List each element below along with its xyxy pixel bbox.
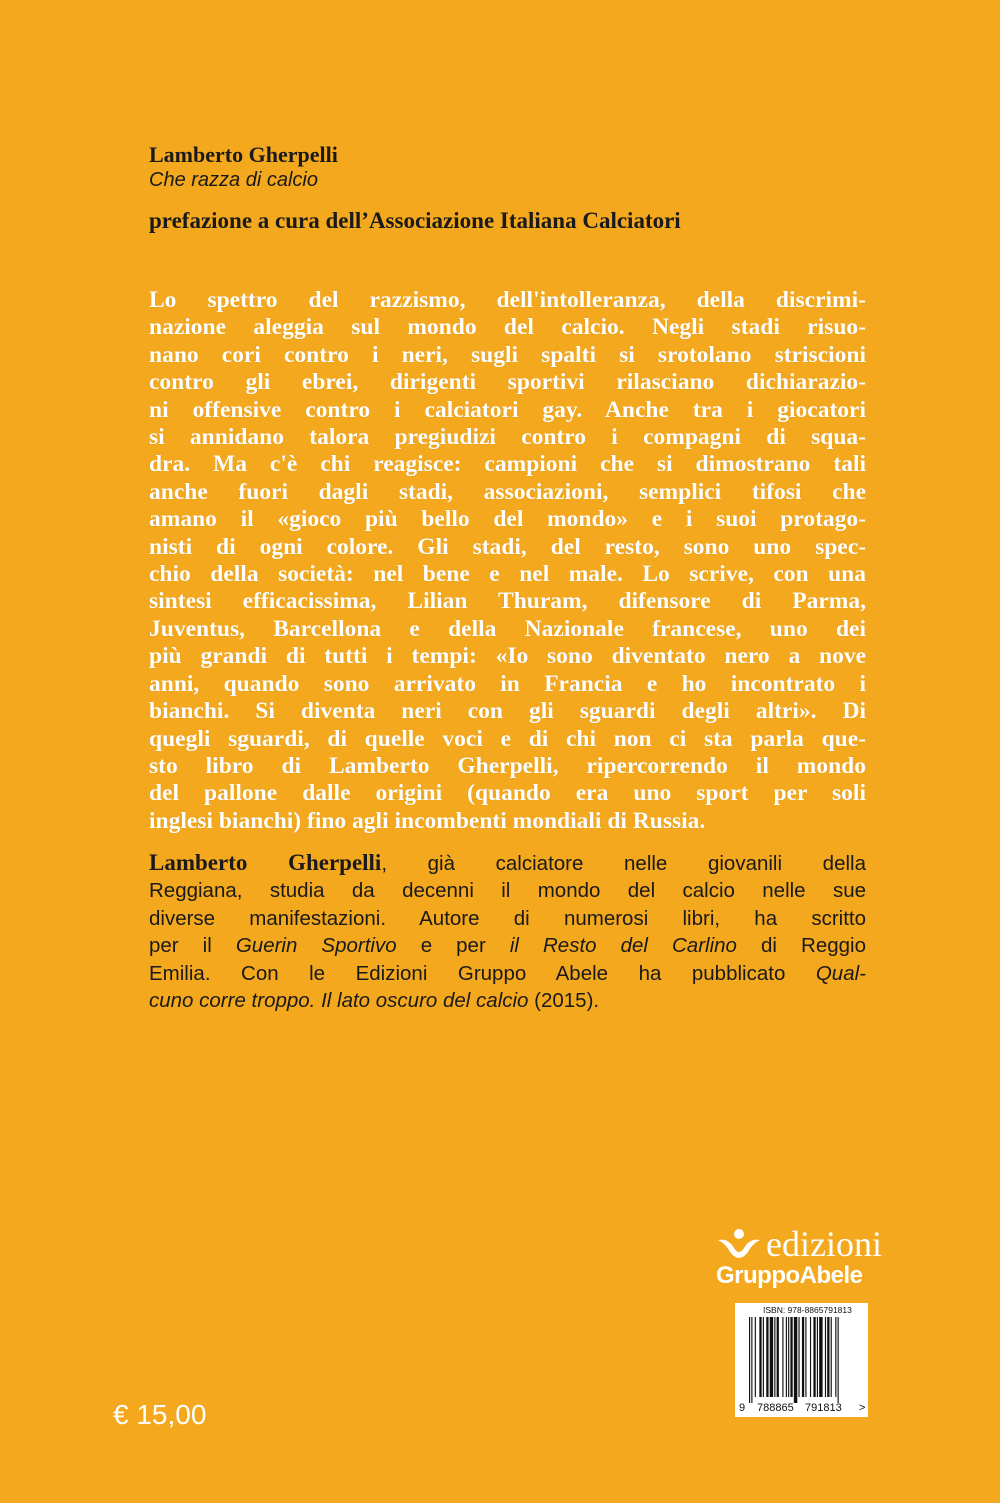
bio-text: e per bbox=[396, 934, 510, 958]
synopsis-line: anni, quando sono arrivato in Francia e ho incontrato i bbox=[149, 670, 866, 697]
bio-text: di Reggio bbox=[736, 934, 866, 958]
synopsis-line: chio della società: nel bene e nel male. Lo scrive, con una bbox=[149, 561, 866, 588]
publisher-logo bbox=[716, 1224, 901, 1294]
synopsis-line: Lo spettro del razzismo, dell'intolleranza, della discrimi- bbox=[149, 287, 866, 313]
barcode-digits bbox=[735, 1402, 868, 1416]
preface-credit: prefazione a cura dell’Associazione Italiana Calciatori bbox=[149, 208, 681, 233]
synopsis-line: bianchi. Si diventa neri con gli sguardi degli altri». Di bbox=[149, 698, 866, 725]
bio-line bbox=[149, 849, 866, 877]
synopsis-line: quegli sguardi, di quelle voci e di chi non ci sta parla que- bbox=[149, 725, 866, 752]
book-title: Che razza di calcio bbox=[149, 169, 318, 191]
bio-text: , già calciatore nelle giovanili della bbox=[381, 852, 866, 875]
author-name: Lamberto Gherpelli bbox=[149, 142, 338, 167]
synopsis-line: nazione aleggia sul mondo del calcio. Negli stadi risuo- bbox=[149, 314, 866, 341]
author-bio bbox=[149, 849, 866, 1014]
synopsis-line: nano cori contro i neri, sugli spalti si srotolano striscioni bbox=[149, 341, 866, 368]
bio-line bbox=[149, 987, 866, 1014]
synopsis-line: ni offensive contro i calciatori gay. Anche tra i giocatori bbox=[149, 396, 866, 423]
synopsis-line: contro gli ebrei, dirigenti sportivi rilasciano dichiarazio- bbox=[149, 369, 866, 396]
barcode-digit-first: 9 bbox=[739, 1402, 746, 1414]
isbn-label: ISBN: 978-8865791813 bbox=[763, 1305, 852, 1315]
synopsis-line: del pallone dalle origini (quando era uno sport per soli bbox=[149, 780, 866, 807]
bio-text: per il bbox=[149, 934, 236, 958]
price: € 15,00 bbox=[113, 1399, 207, 1430]
publisher-brand: GruppoAbele bbox=[716, 1262, 863, 1289]
synopsis-line: nisti di ogni colore. Gli stadi, del resto, sono uno spec- bbox=[149, 533, 866, 560]
barcode-icon bbox=[749, 1317, 855, 1403]
previous-book-title: cuno corre troppo. Il lato oscuro del calcio bbox=[149, 989, 529, 1013]
synopsis-line: amano il «gioco più bello del mondo» e i suoi protago- bbox=[149, 506, 866, 533]
previous-book-title: Qual- bbox=[815, 961, 866, 985]
synopsis-line: si annidano talora pregiudizi contro i compagni di squa- bbox=[149, 424, 866, 451]
bio-line: Reggiana, studia da decenni il mondo del calcio nelle sue bbox=[149, 879, 866, 903]
bio-line bbox=[149, 932, 866, 959]
barcode-digits-left: 788865 bbox=[757, 1402, 794, 1414]
isbn-barcode bbox=[735, 1303, 868, 1417]
barcode-quiet-mark: > bbox=[859, 1402, 866, 1414]
synopsis bbox=[149, 287, 866, 835]
publication-title: Guerin Sportivo bbox=[235, 934, 397, 958]
synopsis-line: Juventus, Barcellona e della Nazionale francese, uno dei bbox=[149, 615, 866, 642]
publication-title: il Resto del Carlino bbox=[509, 934, 737, 958]
bio-text: Emilia. Con le Edizioni Gruppo Abele ha pubblicato bbox=[149, 961, 816, 985]
synopsis-line: dra. Ma c'è chi reagisce: campioni che si dimostrano tali bbox=[149, 451, 866, 478]
publisher-logo-icon bbox=[716, 1228, 762, 1262]
synopsis-line: inglesi bianchi) fino agli incombenti mondiali di Russia. bbox=[149, 807, 706, 834]
bio-author-name: Lamberto Gherpelli bbox=[149, 850, 382, 875]
synopsis-line: anche fuori dagli stadi, associazioni, semplici tifosi che bbox=[149, 478, 866, 505]
bio-line: diverse manifestazioni. Autore di numerosi libri, ha scritto bbox=[149, 906, 866, 930]
synopsis-line: più grandi di tutti i tempi: «Io sono diventato nero a nove bbox=[149, 643, 866, 670]
synopsis-line: sto libro di Lamberto Gherpelli, ripercorrendo il mondo bbox=[149, 752, 866, 779]
bio-line bbox=[149, 960, 866, 987]
bio-text: (2015). bbox=[528, 989, 600, 1013]
synopsis-line: sintesi efficacissima, Lilian Thuram, difensore di Parma, bbox=[149, 588, 866, 615]
barcode-digits-right: 791813 bbox=[805, 1402, 842, 1414]
publisher-word: edizioni bbox=[766, 1224, 882, 1264]
